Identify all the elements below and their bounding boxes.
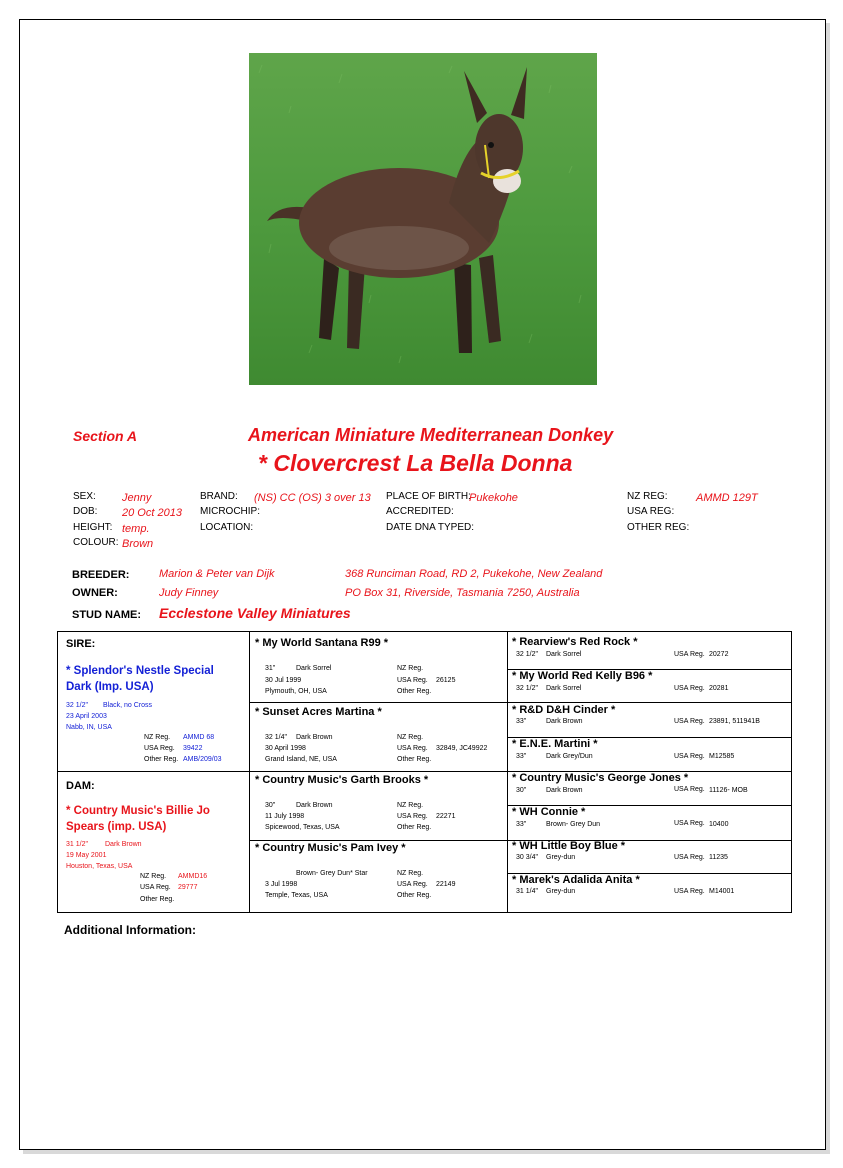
height-value: temp. [122,523,150,535]
ggp-colour: Brown- Grey Dun [546,821,601,828]
ggp-colour: Grey-dun [546,888,576,895]
dam-usa: 29777 [178,884,198,891]
gp-other-label: Other Reg. [397,824,432,831]
otherreg-label: OTHER REG: [627,522,690,533]
ggp-name: * E.N.E. Martini * [512,738,598,750]
gp-dob: 30 Jul 1999 [265,677,302,684]
ggp-usa: 11235 [709,854,728,861]
ggp-name: * Country Music's George Jones * [512,772,689,784]
dam-name: * Country Music's Billie Jo Spears (imp. USA) [66,805,210,833]
pob-label: PLACE OF BIRTH: [386,491,471,502]
ggp-height: 31 1/4" [516,888,538,895]
gp-height: 30" [265,802,276,809]
sire-height: 32 1/2" [66,702,88,709]
brand-value: (NS) CC (OS) 3 over 13 [254,492,371,504]
ggp-usa-label: USA Reg. [674,888,705,895]
ggp-usa-label: USA Reg. [674,854,705,861]
pob-value: Pukekohe [469,492,518,504]
gp-usa-label: USA Reg. [397,813,428,820]
gp-colour: Dark Brown [296,734,333,741]
ggp-name: * WH Little Boy Blue * [512,840,626,852]
dam-colour: Dark Brown [105,841,142,848]
gp-name: * My World Santana R99 * [255,637,389,649]
dna-label: DATE DNA TYPED: [386,522,474,533]
ggp-name: * Rearview's Red Rock * [512,636,638,648]
dam-label: DAM: [66,780,95,792]
sire-place: Nabb, IN, USA [66,724,112,731]
colour-value: Brown [122,538,154,550]
colour-label: COLOUR: [73,537,119,548]
dam-place: Houston, Texas, USA [66,863,133,870]
gp-colour: Dark Brown [296,802,333,809]
breeder-address: 368 Runciman Road, RD 2, Pukekohe, New Zealand [345,568,603,580]
ggp-name: * Marek's Adalida Anita * [512,874,640,886]
ggp-colour: Dark Grey/Dun [546,753,593,760]
ggp-usa-label: USA Reg. [674,651,705,658]
gp-height: 31" [265,665,276,672]
gp-usa: 32849, JC49922 [436,745,488,752]
gp-usa: 22149 [436,881,456,888]
gp-other-label: Other Reg. [397,756,432,763]
dam-nz: AMMD16 [178,873,208,880]
ggp-usa: 20281 [709,685,729,692]
dam-usa-label: USA Reg. [140,884,171,891]
ggp-name: * My World Red Kelly B96 * [512,670,653,682]
height-label: HEIGHT: [73,522,113,533]
ggp-name: * R&D D&H Cinder * [512,704,616,716]
ggp-colour: Dark Sorrel [546,685,582,692]
gp-other-label: Other Reg. [397,892,432,899]
owner-label: OWNER: [72,587,118,599]
gp-other-label: Other Reg. [397,688,432,695]
ggp-height: 33" [516,753,527,760]
brand-label: BRAND: [200,491,238,502]
location-label: LOCATION: [200,522,254,533]
animal-name: * Clovercrest La Bella Donna [258,450,573,476]
ggp-usa: 20272 [709,651,729,658]
sire-usa: 39422 [183,745,203,752]
dam-height: 31 1/2" [66,841,88,848]
gp-name: * Country Music's Pam Ivey * [255,842,406,854]
gp-dob: 3 Jul 1998 [265,881,298,888]
gp-usa-label: USA Reg. [397,677,428,684]
gp-usa-label: USA Reg. [397,881,428,888]
ggp-usa: 11126- MOB [709,787,748,794]
ggp-usa: M14001 [709,888,735,895]
gp-place: Spicewood, Texas, USA [265,824,340,831]
owner-address: PO Box 31, Riverside, Tasmania 7250, Australia [345,587,580,599]
donkey-photo [249,53,597,385]
gp-nz-label: NZ Reg. [397,802,424,809]
ggp-colour: Grey-dun [546,854,576,861]
sire-name: * Splendor's Nestle Special Dark (Imp. USA) [66,665,214,693]
sire-other: AMB/209/03 [183,756,222,763]
section-label: Section A [73,428,138,444]
dam-other-label: Other Reg. [140,896,175,903]
ggp-height: 33" [516,821,527,828]
usareg-label: USA REG: [627,506,675,517]
gp-usa: 22271 [436,813,456,820]
gp-nz-label: NZ Reg. [397,665,424,672]
ggp-usa-label: USA Reg. [674,718,705,725]
ggp-height: 32 1/2" [516,685,538,692]
dam-nz-label: NZ Reg. [140,873,167,880]
sire-label: SIRE: [66,638,96,650]
nzreg-label: NZ REG: [627,491,668,502]
nzreg-value: AMMD 129T [696,492,758,504]
gp-dob: 30 April 1998 [265,745,306,752]
breed-title: American Miniature Mediterranean Donkey [248,425,614,445]
gp-name: * Sunset Acres Martina * [255,706,382,718]
gp-colour: Dark Sorrel [296,665,332,672]
ggp-usa-label: USA Reg. [674,820,705,827]
pedigree-table [57,631,792,913]
stud-value: Ecclestone Valley Miniatures [159,605,351,621]
breeder-label: BREEDER: [72,569,130,581]
sex-value: Jenny [122,492,152,504]
gp-nz-label: NZ Reg. [397,734,424,741]
dob-label: DOB: [73,506,98,517]
sire-nz-label: NZ Reg. [144,734,171,741]
accredited-label: ACCREDITED: [386,506,454,517]
ggp-colour: Dark Brown [546,718,583,725]
sire-colour: Black, no Cross [103,702,153,709]
ggp-usa-label: USA Reg. [674,786,705,793]
sire-nz: AMMD 68 [183,734,215,741]
gp-place: Grand Island, NE, USA [265,756,337,763]
breeder-value: Marion & Peter van Dijk [159,568,275,580]
ggp-height: 30" [516,787,527,794]
ggp-usa: 23891, 511941B [709,718,760,725]
ggp-height: 30 3/4" [516,854,538,861]
stud-label: STUD NAME: [72,609,142,621]
ggp-colour: Dark Sorrel [546,651,582,658]
gp-nz-label: NZ Reg. [397,870,424,877]
gp-usa: 26125 [436,677,456,684]
sire-other-label: Other Reg. [144,756,179,763]
ggp-usa-label: USA Reg. [674,685,705,692]
sex-label: SEX: [73,491,96,502]
gp-place: Temple, Texas, USA [265,892,328,899]
dob-value: 20 Oct 2013 [122,507,182,519]
dam-dob: 19 May 2001 [66,852,107,859]
additional-information-label: Additional Information: [64,923,196,937]
gp-colour: Brown- Grey Dun* Star [296,870,368,877]
ggp-height: 33" [516,718,527,725]
owner-value: Judy Finney [159,587,219,599]
ggp-name: * WH Connie * [512,806,586,818]
gp-usa-label: USA Reg. [397,745,428,752]
ggp-usa-label: USA Reg. [674,753,705,760]
microchip-label: MICROCHIP: [200,506,260,517]
ggp-usa: 10400 [709,821,729,828]
sire-usa-label: USA Reg. [144,745,175,752]
gp-height: 32 1/4" [265,734,287,741]
ggp-colour: Dark Brown [546,787,583,794]
ggp-height: 32 1/2" [516,651,538,658]
gp-dob: 11 July 1998 [265,813,305,820]
gp-place: Plymouth, OH, USA [265,688,327,695]
sire-dob: 23 April 2003 [66,713,107,720]
gp-name: * Country Music's Garth Brooks * [255,774,429,786]
ggp-usa: M12585 [709,753,735,760]
